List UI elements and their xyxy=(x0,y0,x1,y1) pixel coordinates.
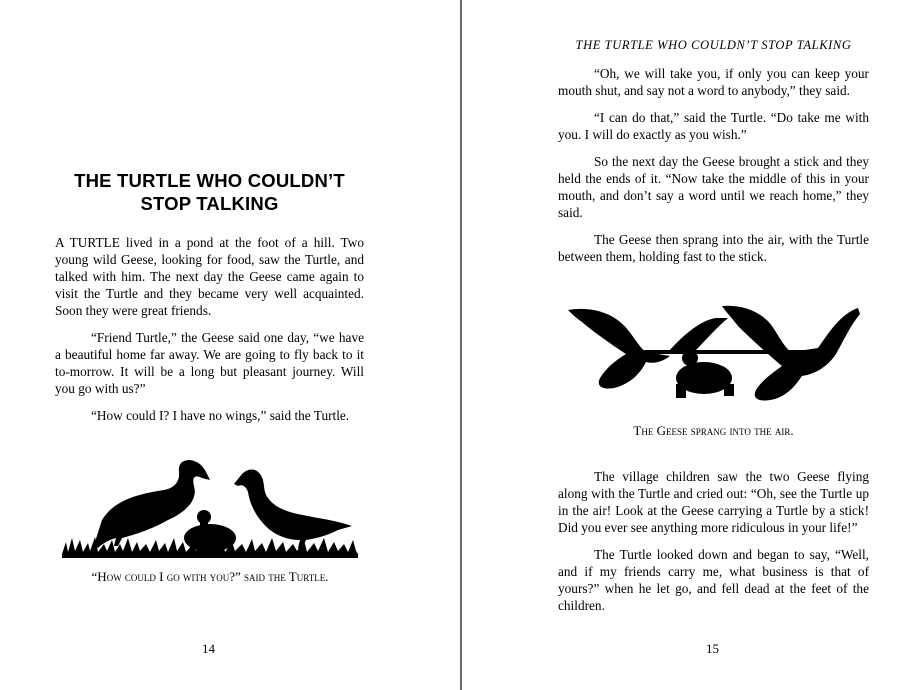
paragraph: So the next day the Geese brought a stick and they held the ends of it. “Now take the middle of this in your mouth, and don’t say a word until we reach home,” they said. xyxy=(558,154,869,220)
right-text-column-top xyxy=(558,65,869,275)
paragraph: “Friend Turtle,” the Geese said one day, “we have a beautiful home far away. We are going to fly back to it to-morrow. It will be a long but pleasant journey. Will you go with us?” xyxy=(55,330,364,396)
left-text-column xyxy=(55,234,364,434)
paragraph: The Geese then sprang into the air, with the Turtle between them, holding fast to the stick. xyxy=(558,232,869,264)
title-line-2: STOP TALKING xyxy=(140,193,279,214)
right-illustration-caption: The Geese sprang into the air. xyxy=(633,423,794,438)
flying-geese-illustration xyxy=(566,304,862,410)
paragraph: “How could I? I have no wings,” said the Turtle. xyxy=(91,408,350,423)
paragraph: “I can do that,” said the Turtle. “Do take me with you. I will do exactly as you wish.” xyxy=(558,110,869,142)
left-illustration-caption: “How could I go with you?” said the Turtle. xyxy=(91,569,329,584)
right-page xyxy=(462,0,920,690)
paragraph: A TURTLE lived in a pond at the foot of a hill. Two young wild Geese, looking for food, saw the Turtle, and talked with him. The next day the Geese came again to visit the Turtle and they became very well acquainted. Soon they were great friends. xyxy=(55,235,364,318)
running-head: THE TURTLE WHO COULDN’T STOP TALKING xyxy=(575,38,852,52)
left-page-number: 14 xyxy=(202,641,215,656)
paragraph: “Oh, we will take you, if only you can keep your mouth shut, and say not a word to anybody,” they said. xyxy=(558,66,869,98)
paragraph: The village children saw the two Geese flying along with the Turtle and cried out: “Oh, see the Turtle up in the air! Look at the Geese carrying a Turtle by a stick! Did you ever see anything more ridiculous in your life!” xyxy=(558,469,869,535)
story-title xyxy=(40,169,379,215)
title-line-1: THE TURTLE WHO COULDN’T xyxy=(74,170,345,191)
paragraph: The Turtle looked down and began to say, “Well, and if my friends carry me, what business is that of yours?” when he let go, and fell dead at the feet of the children. xyxy=(558,547,869,613)
right-text-column-bottom xyxy=(558,468,869,624)
right-page-number: 15 xyxy=(706,641,719,656)
geese-and-turtle-illustration xyxy=(62,458,358,560)
